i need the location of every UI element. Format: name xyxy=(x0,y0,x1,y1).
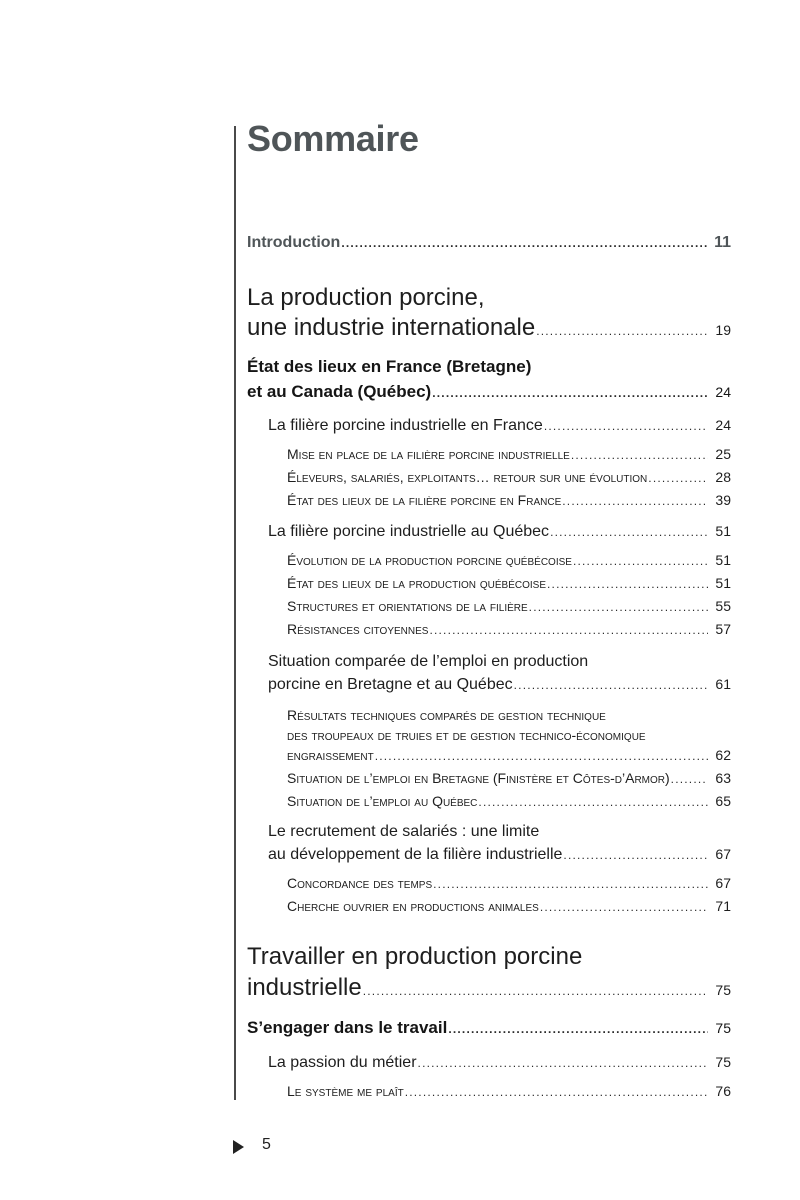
dot-leader xyxy=(448,1022,708,1036)
toc-entry-subsection[interactable]: Cherche ouvrier en productions animales ..... 71 xyxy=(287,898,731,914)
dot-leader xyxy=(547,577,708,591)
dot-leader xyxy=(478,795,708,809)
part-title-line: Travailler en production porcine xyxy=(247,943,583,970)
page-ref: 57 xyxy=(715,621,731,637)
dot-leader xyxy=(536,324,708,338)
page-ref: 11 xyxy=(714,234,731,251)
dot-leader xyxy=(562,494,708,508)
page-ref: 25 xyxy=(715,446,731,462)
toc-entry-subsection[interactable]: Situation de l’emploi en Bretagne (Finistère et Côtes-d’Armor) ..... 63 xyxy=(287,770,731,786)
dot-leader xyxy=(375,749,708,763)
chapter-title-line: État des lieux en France (Bretagne) xyxy=(247,357,532,376)
page-ref: 65 xyxy=(715,793,731,809)
toc-entry-section[interactable]: au développement de la filière industrielle ..... 67 xyxy=(268,846,731,864)
dot-leader xyxy=(363,984,708,998)
page-ref: 51 xyxy=(715,552,731,568)
toc-entry-section[interactable]: porcine en Bretagne et au Québec ..... 61 xyxy=(268,676,731,694)
dot-leader xyxy=(544,419,708,433)
page-ref: 19 xyxy=(715,322,731,338)
toc-entry-subsection[interactable]: Structures et orientations de la filière ..... 55 xyxy=(287,598,731,614)
section-title-line: Le recrutement de salariés : une limite xyxy=(268,823,540,840)
dot-leader xyxy=(573,554,708,568)
toc-entry-subsection[interactable]: engraissement ..... 62 xyxy=(287,747,731,763)
toc-entry-subsection[interactable]: Résistances citoyennes ..... 57 xyxy=(287,621,731,637)
page-ref: 61 xyxy=(715,676,731,692)
page-ref: 75 xyxy=(715,1054,731,1070)
page-ref: 67 xyxy=(715,846,731,862)
page-ref: 28 xyxy=(715,469,731,485)
toc-entry-section[interactable]: La filière porcine industrielle en France ..... 24 xyxy=(268,417,731,435)
toc-entry-chapter-1[interactable]: et au Canada (Québec) ..... 24 xyxy=(247,382,731,402)
subsection-title-line: des troupeaux de truies et de gestion technico-économique xyxy=(287,727,646,743)
page-title: Sommaire xyxy=(247,118,419,159)
dot-leader xyxy=(405,1085,708,1099)
toc-entry-section[interactable]: La passion du métier ..... 75 xyxy=(268,1054,731,1072)
part-title-line: La production porcine, xyxy=(247,284,485,311)
dot-leader xyxy=(432,386,708,400)
page-ref: 76 xyxy=(715,1083,731,1099)
toc-entry-subsection[interactable]: État des lieux de la production québécoise ..... 51 xyxy=(287,575,731,591)
dot-leader xyxy=(529,600,708,614)
page-ref: 67 xyxy=(715,875,731,891)
toc-entry-part-1[interactable]: une industrie internationale ..... 19 xyxy=(247,314,731,342)
toc-entry-subsection[interactable]: Le système me plaît ..... 76 xyxy=(287,1083,731,1099)
dot-leader xyxy=(648,471,708,485)
dot-leader xyxy=(563,848,708,862)
toc-entry-chapter-2[interactable]: S’engager dans le travail ..... 75 xyxy=(247,1018,731,1038)
toc-entry-subsection[interactable]: Éleveurs, salariés, exploitants… retour sur une évolution ..... 28 xyxy=(287,469,731,485)
page-ref: 75 xyxy=(715,982,731,998)
page-ref: 71 xyxy=(715,898,731,914)
page-number: 5 xyxy=(262,1136,271,1153)
dot-leader xyxy=(540,900,708,914)
section-title-line: Situation comparée de l’emploi en production xyxy=(268,653,589,670)
toc-entry-subsection[interactable]: État des lieux de la filière porcine en France ..... 39 xyxy=(287,492,731,508)
page-ref: 75 xyxy=(715,1020,731,1036)
page-ref: 51 xyxy=(715,575,731,591)
dot-leader xyxy=(671,772,708,786)
toc-entry-subsection[interactable]: Mise en place de la filière porcine industrielle ..... 25 xyxy=(287,446,731,462)
dot-leader xyxy=(418,1056,708,1070)
toc-entry-subsection[interactable]: Situation de l’emploi au Québec ..... 65 xyxy=(287,793,731,809)
page-ref: 24 xyxy=(715,417,731,433)
dot-leader xyxy=(571,448,708,462)
page-ref: 39 xyxy=(715,492,731,508)
dot-leader xyxy=(433,877,708,891)
toc-entry-section[interactable]: La filière porcine industrielle au Québec ..... 51 xyxy=(268,523,731,541)
triangle-right-icon xyxy=(233,1140,244,1154)
dot-leader xyxy=(514,678,708,692)
dot-leader xyxy=(429,623,708,637)
page-ref: 51 xyxy=(715,523,731,539)
page-ref: 62 xyxy=(715,747,731,763)
page-ref: 24 xyxy=(715,384,731,400)
dot-leader xyxy=(550,525,708,539)
subsection-title-line: Résultats techniques comparés de gestion technique xyxy=(287,707,606,723)
page-ref: 63 xyxy=(715,770,731,786)
page-ref: 55 xyxy=(715,598,731,614)
toc-entry-subsection[interactable]: Évolution de la production porcine québécoise ..... 51 xyxy=(287,552,731,568)
dot-leader xyxy=(341,236,708,250)
toc-entry-part-2[interactable]: industrielle ..... 75 xyxy=(247,974,731,1002)
toc-entry-subsection[interactable]: Concordance des temps ..... 67 xyxy=(287,875,731,891)
toc-entry-introduction[interactable]: Introduction ..... 11 xyxy=(247,234,731,252)
